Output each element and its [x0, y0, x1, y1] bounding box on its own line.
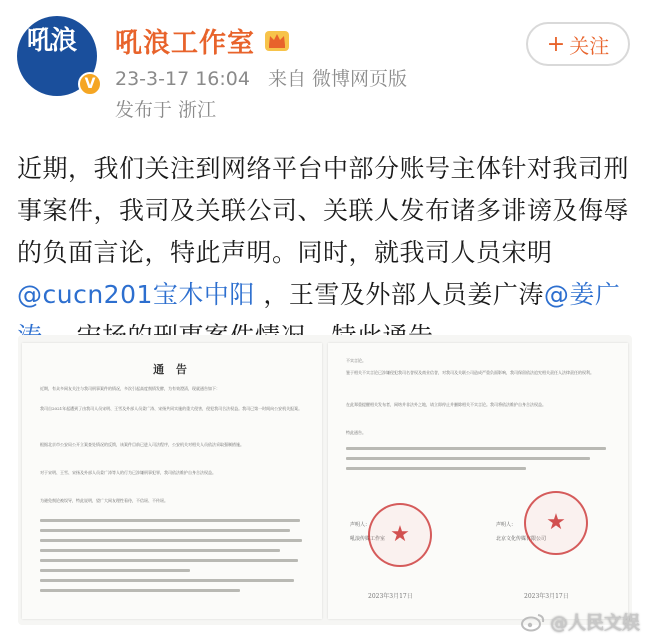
mention-link[interactable]: @cucn201宝木中阳	[17, 280, 255, 309]
signer-right: 北京文化传媒有限公司	[496, 536, 547, 542]
signer-label-left: 声明人：	[350, 522, 371, 528]
notice-image[interactable]	[18, 335, 632, 625]
account-name-row	[115, 22, 291, 58]
notice-title: 通 告	[153, 363, 191, 376]
follow-label: 关注	[569, 33, 610, 58]
plus-icon: +	[546, 31, 566, 57]
notice-text-line	[40, 549, 280, 552]
weibo-logo-icon	[520, 612, 546, 632]
notice-paragraph: 近期，有众多网友关注与我司刑事案件的情况，多次引起高度舆情发酵，为有效澄清，现就通告如下：	[40, 386, 220, 391]
post-source: 来自 微博网页版	[268, 68, 408, 90]
company-seal-icon: ★	[524, 491, 588, 555]
notice-paragraph: 鉴于相关不实言论已涉嫌侵犯我司名誉权及商业信誉，对我司及关联公司造成严重负面影响，我司保留依法追究相关责任人法律责任的权利。	[346, 370, 594, 375]
notice-text-line	[40, 529, 290, 532]
notice-paragraph: 根据北京市公安局公开立案查处情况的反馈，该案件目前已进入司法程序，公安机关对相关人员依法采取强制措施。	[40, 442, 244, 447]
signer-left: 吼浪传媒工作室	[350, 536, 386, 542]
account-name[interactable]: 吼浪工作室	[115, 27, 255, 59]
notice-paragraph: 对于宋明、王雪、宋扬及外部人员姜广涛等人的行为已涉嫌刑事犯罪，我司依法维护自身合法权益。	[40, 470, 216, 475]
notice-date-right: 2023年3月17日	[524, 593, 569, 600]
notice-text-line	[40, 519, 300, 522]
notice-text-line	[346, 457, 590, 460]
notice-text-line	[40, 559, 298, 562]
notice-paragraph: 我司自2021年起遭到了由我司人员宋明、王雪及外部人员姜广涛、宋扬共同实施的重大侵害，侵犯我司合法权益。我司已第一时间向公安机关报案。	[40, 406, 303, 411]
notice-text-line	[40, 539, 302, 542]
mention-link[interactable]: @姜广	[543, 280, 621, 309]
post-meta	[115, 64, 419, 91]
watermark-text: @人民文娱	[550, 613, 640, 634]
notice-paragraph: 不实言论。	[346, 358, 366, 363]
post-date[interactable]: 23-3-17 16:04	[115, 68, 250, 90]
follow-button[interactable]	[526, 22, 630, 66]
post-text	[17, 148, 637, 358]
notice-page-right	[328, 343, 628, 619]
notice-page-left	[22, 343, 322, 619]
notice-text-line	[346, 467, 526, 470]
notice-date-left: 2023年3月17日	[368, 593, 413, 600]
notice-paragraph: 在此郑重提醒相关发布者，网络并非法外之地，请立即停止并删除相关不实言论。我司将依法维护自身合法权益。	[346, 402, 546, 407]
avatar-text: 吼浪	[27, 26, 76, 56]
notice-text-line	[40, 569, 190, 572]
notice-text-line	[40, 579, 294, 582]
signer-label-right: 声明人：	[496, 522, 517, 528]
crown-icon	[263, 27, 291, 53]
post-text-part: ，王雪及外部人员姜广涛	[254, 280, 544, 309]
post-text-part: 近期，我们关注到网络平台中部分账号主体针对我司刑事案件，我司及关联公司、关联人发布诸多诽谤及侮辱的负面言论，特此声明。同时，就我司人员宋明	[17, 154, 630, 267]
notice-text-line	[346, 447, 606, 450]
post-location: 发布于 浙江	[115, 99, 217, 121]
company-seal-icon: ★	[368, 503, 432, 567]
notice-paragraph: 特此通告。	[346, 430, 366, 435]
notice-paragraph: 为避免舆论被误导，特此说明，望广大网友理性看待，不信谣、不传谣。	[40, 498, 168, 503]
notice-text-line	[40, 589, 240, 592]
watermark	[520, 608, 640, 636]
verified-badge-icon: V	[78, 72, 102, 96]
post-header	[0, 0, 650, 140]
